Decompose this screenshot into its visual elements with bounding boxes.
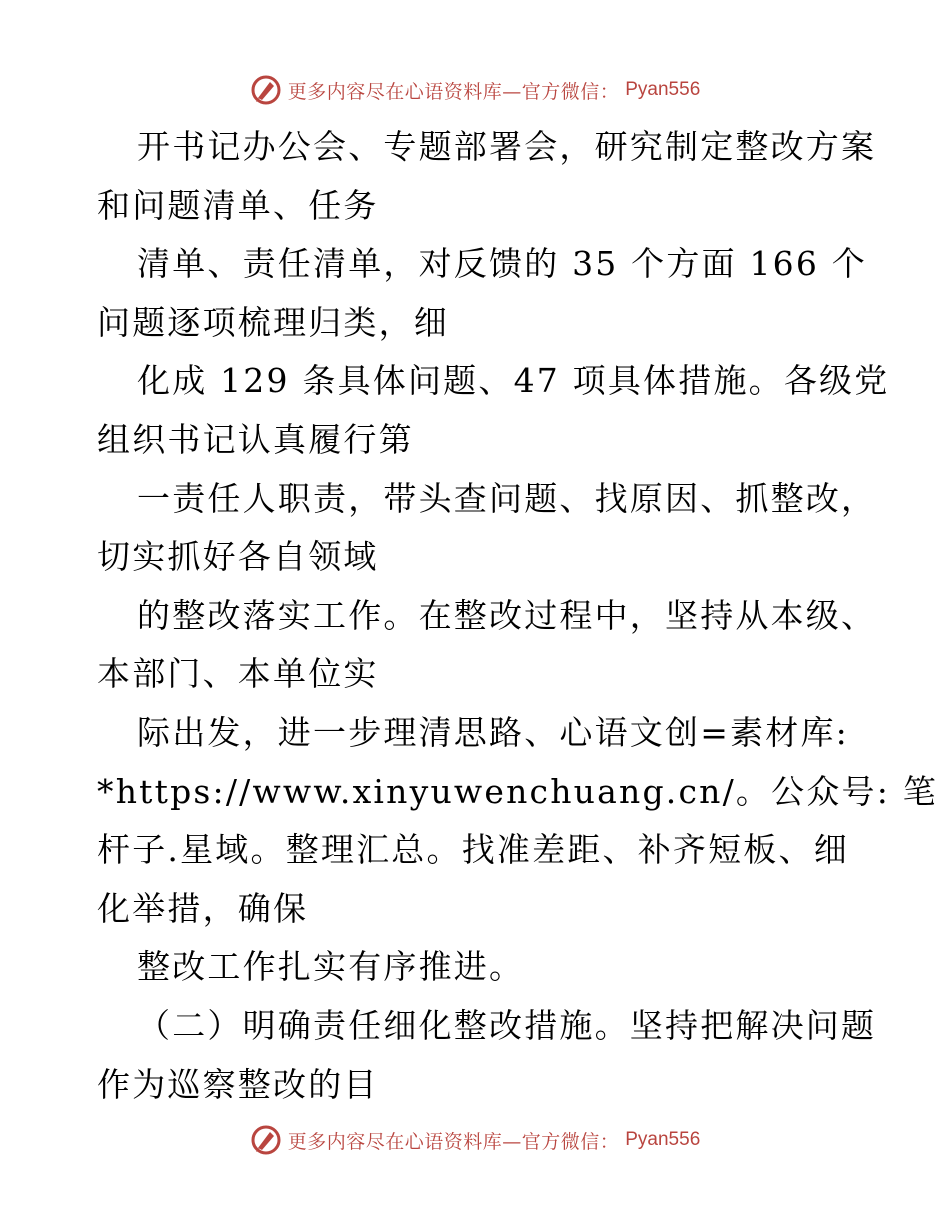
- body-line: 一责任人职责，带头查问题、找原因、抓整改，: [137, 478, 877, 518]
- banner-wechat-handle: Pyan556: [625, 1129, 701, 1150]
- body-line: 本部门、本单位实: [97, 654, 379, 694]
- body-line: 开书记办公会、专题部署会，研究制定整改方案: [137, 127, 877, 166]
- footer-banner: [0, 1120, 950, 1160]
- body-line: 问题逐项梳理归类，细: [97, 302, 449, 342]
- body-line: 化成 129 条具体问题、47 项具体措施。各级党: [137, 361, 890, 401]
- banner-wechat-handle: Pyan556: [625, 79, 701, 100]
- body-line: 清单、责任清单，对反馈的 35 个方面 166 个: [137, 244, 867, 284]
- body-line: *https://www.xinyuwenchuang.cn/。公众号: 笔: [97, 771, 938, 811]
- document-body: [97, 118, 938, 1114]
- banner-text: 更多内容尽在心语资料库—官方微信：: [287, 1130, 620, 1153]
- body-line: 整改工作扎实有序推进。: [137, 947, 525, 987]
- body-line: 组织书记认真履行第: [97, 419, 414, 459]
- pen-logo-icon: [250, 74, 282, 106]
- body-line: 杆子.星域。整理汇总。找准差距、补齐短板、细: [97, 830, 849, 870]
- banner-text: 更多内容尽在心语资料库—官方微信：: [287, 80, 620, 103]
- body-line: （二）明确责任细化整改措施。坚持把解决问题: [137, 1005, 877, 1045]
- body-line: 际出发，进一步理清思路、心语文创=素材库:: [137, 712, 849, 752]
- header-banner: [0, 70, 950, 110]
- pen-logo-icon: [250, 1124, 282, 1156]
- body-line: 化举措，确保: [97, 888, 309, 928]
- body-line: 作为巡察整改的目: [97, 1064, 379, 1104]
- body-line: 和问题清单、任务: [97, 185, 379, 225]
- body-line: 切实抓好各自领域: [97, 537, 379, 577]
- body-line: 的整改落实工作。在整改过程中，坚持从本级、: [137, 595, 877, 635]
